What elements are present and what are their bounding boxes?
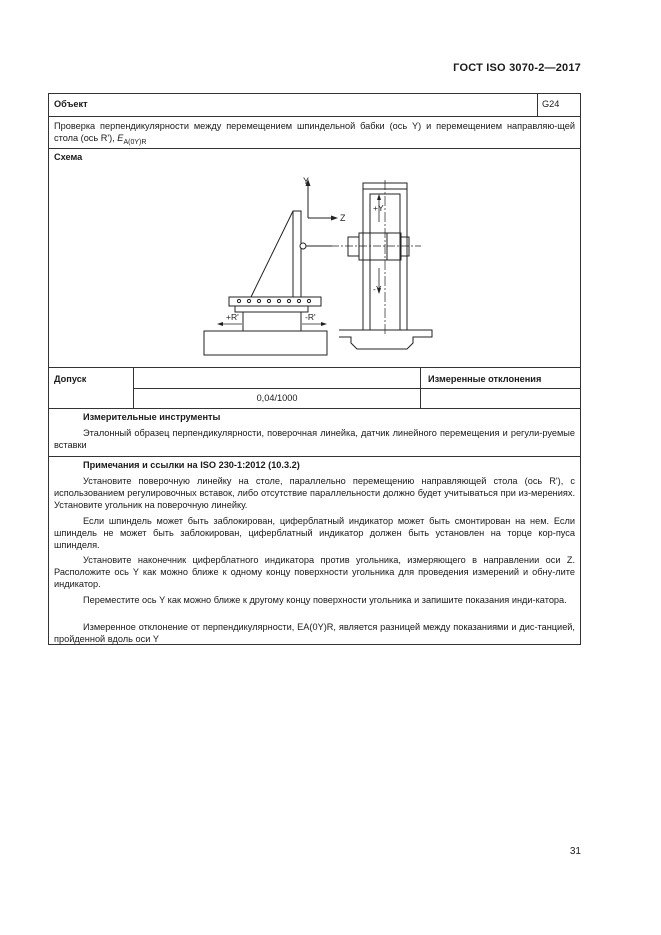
tolerance-label: Допуск (54, 374, 87, 384)
object-description: Проверка перпендикулярности между перемещением шпиндельной бабки (ось Y) и перемещением направляю-щей стола (ось R'), $E_{A(0Y)R}$ (54, 121, 575, 146)
t-slot-dots (237, 299, 310, 302)
row-divider (133, 388, 580, 389)
row-divider (49, 367, 580, 368)
page-number: 31 (569, 846, 581, 857)
notes-title: Примечания и ссылки на ISO 230-1:2012 (10.3.2) (83, 460, 300, 470)
notes-paragraph: Установите наконечник циферблатного индикатора против угольника, измеряющего в направлении оси Z. Расположите ось Y как можно ближе к одному концу поверхности угольника для проведения измерений и обну-лите индикатор. (54, 555, 575, 589)
scheme-diagram (49, 94, 582, 367)
plus-r-label: +R' (226, 312, 239, 322)
notes-paragraph: Переместите ось Y как можно ближе к другому концу поверхности угольника и запишите показания инди-катора. (83, 595, 567, 605)
test-table (48, 93, 581, 645)
tolerance-value: 0,04/1000 (256, 393, 298, 403)
notes-paragraph: Измеренное отклонение от перпендикулярности, EA(0Y)R, является разницей между показаниями и дис-танцией, пройденной вдоль оси Y (54, 622, 575, 644)
minus-r-label: -R' (305, 312, 316, 322)
minus-y-label: -Y (373, 284, 382, 294)
axis-z-label: Z (340, 213, 346, 223)
dial-indicator-icon (300, 243, 306, 249)
deviation-symbol-subscript: A(0Y)R (123, 138, 147, 146)
row-divider (49, 456, 580, 457)
axis-y-label: Y (303, 176, 310, 186)
measured-deviations-label: Измеренные отклонения (428, 374, 542, 384)
row-divider (49, 408, 580, 409)
notes-paragraph: Установите поверочную линейку на столе, параллельно перемещению направляющей стола (ось R'), с использованием регулировочных вставок, либо отсутствие параллельности должно будет учитываться при из-мерениях. Установите угольник на поверочную линейку. (54, 476, 575, 510)
deviation-symbol: E (117, 133, 124, 143)
document-header: ГОСТ ISO 3070-2—2017 (453, 62, 581, 74)
instruments-title: Измерительные инструменты (83, 412, 221, 422)
object-code: G24 (542, 99, 560, 109)
notes-paragraph: Если шпиндель может быть заблокирован, циферблатный индикатор может быть смонтирован на нем. Если шпиндель не может быть заблокирован, циферблатный индикатор должен быть установлен на торце кор-пуса шпинделя. (54, 516, 575, 550)
col-divider (420, 367, 421, 408)
instruments-text: Эталонный образец перпендикулярности, поверочная линейка, датчик линейного перемещения и регули-руемые вставки (54, 428, 575, 450)
scheme-label: Схема (54, 152, 83, 162)
object-label: Объект (54, 99, 88, 109)
plus-y-label: +Y (373, 203, 384, 213)
